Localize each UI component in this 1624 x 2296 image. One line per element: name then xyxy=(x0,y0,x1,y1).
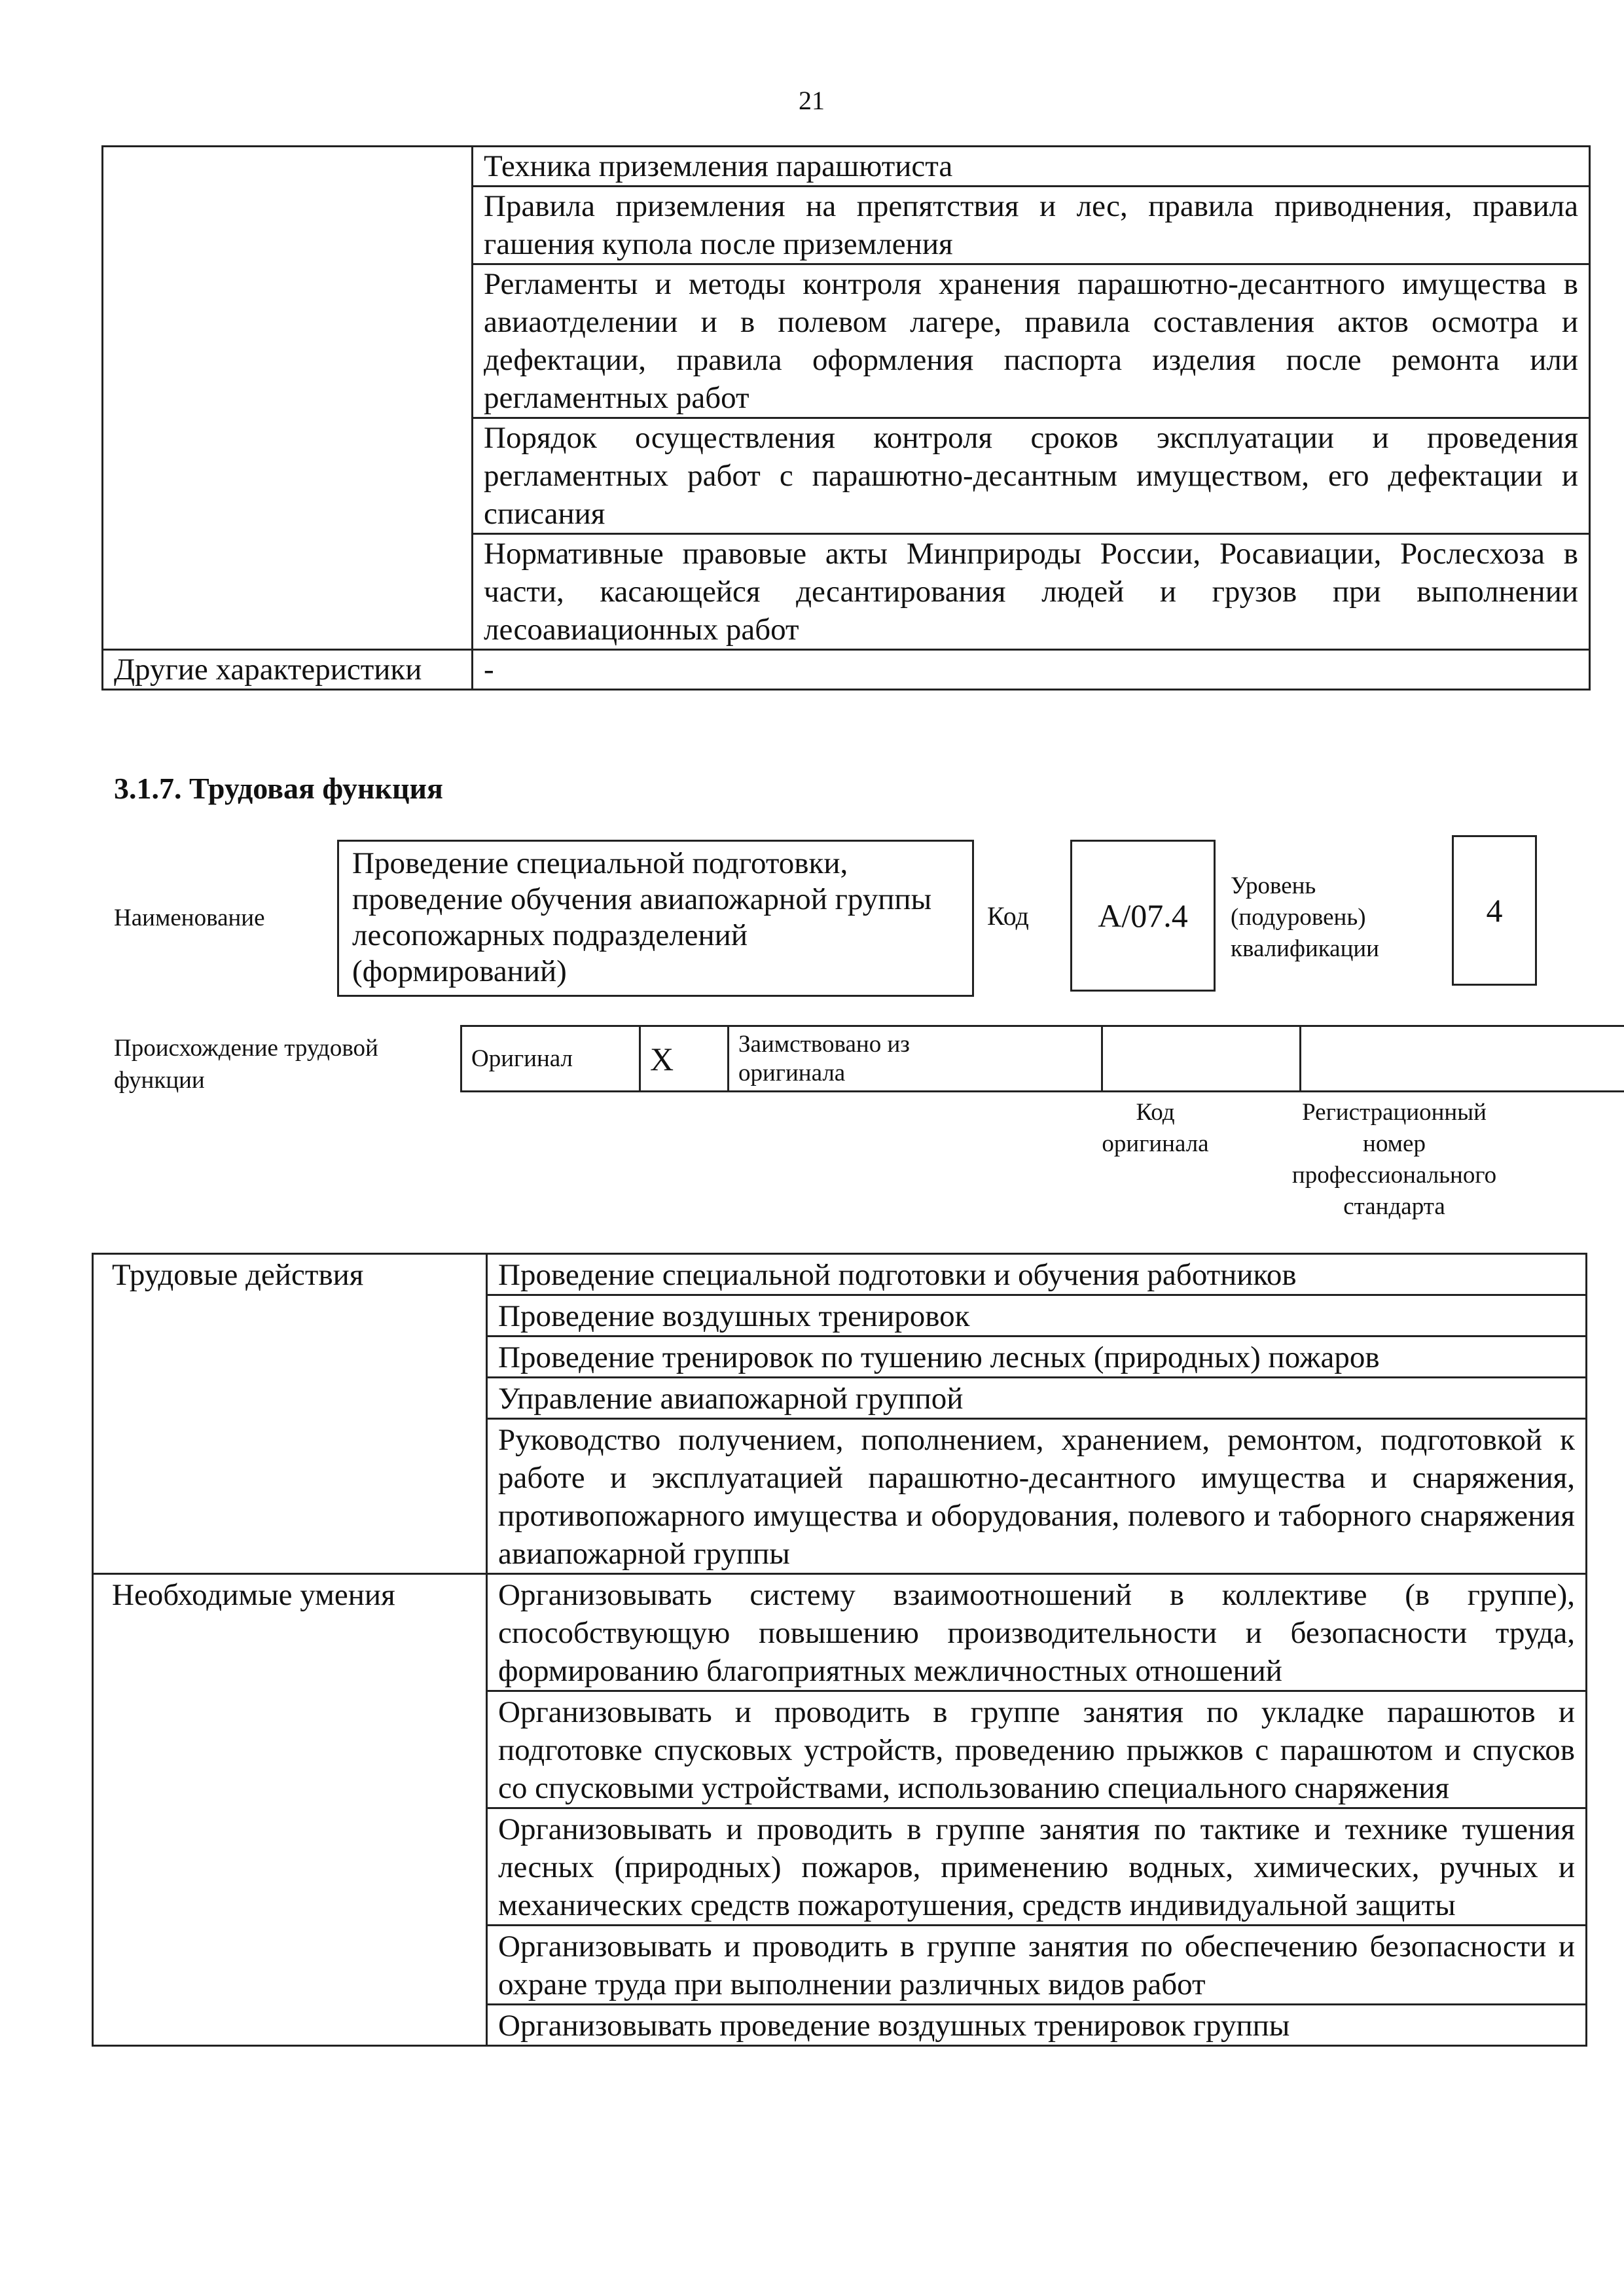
table-cell: Регламенты и методы контроля хранения парашютно-десантного имущества в авиаотделении и в полевом лагере, правила составления актов осмотра и дефектации, правила оформления паспорта изделия после ремонта или регламентных работ xyxy=(473,264,1590,418)
action-item: Руководство получением, пополнением, хранением, ремонтом, подготовкой к работе и эксплуатацией парашютно-десантного имущества и снаряжения, противопожарного имущества и оборудования, полевого и таборного снаряжения авиапожарной группы xyxy=(487,1419,1587,1574)
original-label: Оригинал xyxy=(461,1026,640,1092)
section-title: 3.1.7. Трудовая функция xyxy=(114,772,443,805)
borrowed-label-line-2: оригинала xyxy=(738,1059,846,1086)
knowledge-table-continuation xyxy=(101,145,1591,691)
table-cell: Правила приземления на препятствия и лес, правила приводнения, правила гашения купола после приземления xyxy=(473,187,1590,264)
table-cell-empty xyxy=(103,147,473,650)
name-label: Наименование xyxy=(114,905,265,931)
function-name-box: Проведение специальной подготовки, проведение обучения авиапожарной группы лесопожарных подразделений (формирований) xyxy=(337,840,974,997)
table-row xyxy=(93,1254,1587,1295)
action-item: Проведение специальной подготовки и обучения работников xyxy=(487,1254,1587,1295)
borrowed-label-line-1: Заимствовано из xyxy=(738,1030,910,1058)
origin-label-1: Происхождение трудовой xyxy=(114,1035,378,1062)
other-characteristics-label: Другие характеристики xyxy=(103,650,473,690)
table-cell: Нормативные правовые акты Минприроды России, Росавиации, Рослесхоза в части, касающейся десантирования людей и грузов при выполнении лесоавиационных работ xyxy=(473,534,1590,650)
original-code-cell xyxy=(1102,1026,1301,1092)
registration-caption-line-1: Регистрационный xyxy=(1302,1099,1487,1126)
skill-item: Организовывать проведение воздушных тренировок группы xyxy=(487,2005,1587,2046)
actions-label: Трудовые действия xyxy=(93,1254,487,1574)
action-item: Проведение воздушных тренировок xyxy=(487,1295,1587,1336)
registration-caption-line-2: номер xyxy=(1363,1130,1426,1157)
level-label-2: (подуровень) xyxy=(1231,904,1366,931)
skill-item: Организовывать и проводить в группе занятия по обеспечению безопасности и охране труда при выполнении различных видов работ xyxy=(487,1926,1587,2005)
code-label: Код xyxy=(987,901,1029,931)
original-mark: X xyxy=(640,1026,729,1092)
table-row xyxy=(103,147,1590,187)
table-cell: Порядок осуществления контроля сроков эксплуатации и проведения регламентных работ с парашютно-десантным имуществом, его дефектации и списания xyxy=(473,418,1590,534)
registration-number-cell xyxy=(1301,1026,1624,1092)
skill-item: Организовывать и проводить в группе занятия по укладке парашютов и подготовке спусковых устройств, проведению прыжков с парашютом и спусков со спусковыми устройствами, использованию специального снаряжения xyxy=(487,1691,1587,1808)
code-caption-line-1: Код xyxy=(1136,1099,1175,1126)
table-row xyxy=(93,1574,1587,1691)
borrowed-label xyxy=(729,1026,1102,1092)
code-caption-line-2: оригинала xyxy=(1102,1130,1209,1157)
page-number: 21 xyxy=(799,86,825,115)
level-label-1: Уровень xyxy=(1231,872,1316,899)
other-characteristics-value: - xyxy=(473,650,1590,690)
origin-table xyxy=(460,1025,1624,1092)
level-label-3: квалификации xyxy=(1231,935,1379,962)
registration-caption-line-3: профессионального xyxy=(1291,1162,1497,1189)
table-row xyxy=(103,650,1590,690)
registration-caption-line-4: стандарта xyxy=(1343,1193,1445,1220)
action-item: Управление авиапожарной группой xyxy=(487,1378,1587,1419)
code-box: А/07.4 xyxy=(1070,840,1216,992)
action-item: Проведение тренировок по тушению лесных (природных) пожаров xyxy=(487,1336,1587,1378)
skill-item: Организовывать и проводить в группе занятия по тактике и технике тушения лесных (природных) пожаров, применению водных, химических, ручных и механических средств пожаротушения, средств индивидуальной защиты xyxy=(487,1808,1587,1926)
registration-caption xyxy=(1244,1097,1545,1223)
table-row xyxy=(461,1026,1624,1092)
table-cell: Техника приземления парашютиста xyxy=(473,147,1590,187)
code-caption xyxy=(1067,1097,1244,1160)
skills-label: Необходимые умения xyxy=(93,1574,487,2046)
function-details-table xyxy=(92,1253,1587,2047)
origin-label-2: функции xyxy=(114,1067,205,1094)
skill-item: Организовывать систему взаимоотношений в коллективе (в группе), способствующую повышению производительности и безопасности труда, формированию благоприятных межличностных отношений xyxy=(487,1574,1587,1691)
level-box: 4 xyxy=(1452,835,1537,986)
